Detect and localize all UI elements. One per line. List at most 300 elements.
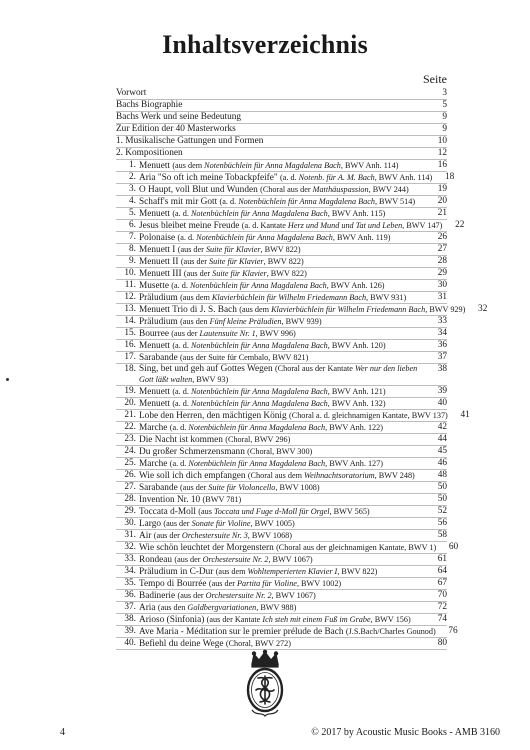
toc-entry-number: 37.: [124, 602, 136, 612]
toc-entry: [116, 410, 470, 422]
toc-entry-title: [139, 220, 442, 232]
toc-entry-title-part: , BWV Anh. 120): [327, 341, 386, 350]
toc-entry-number: 33.: [124, 554, 136, 564]
toc-entry-number: 35.: [124, 578, 136, 588]
toc-entry-title-part: , BWV Anh. 127): [325, 459, 383, 468]
toc-entry-title: [139, 386, 425, 398]
toc-entry: [116, 196, 447, 208]
toc-entry-title-part: Rondeau: [139, 555, 175, 565]
toc-entry-title-part: Orchestersuite Nr. 2: [202, 555, 269, 564]
toc-entry-title-part: , BWV 244): [368, 185, 409, 194]
toc-entry-number: 6.: [129, 220, 136, 230]
toc-entry-page: 27: [437, 244, 447, 254]
toc-entry-title-part: , BWV 1002): [296, 579, 342, 588]
toc-entry-title-part: Menuett II: [139, 257, 181, 267]
toc-entry-page: 76: [448, 626, 458, 636]
toc-entry: [116, 626, 458, 638]
toc-entry-title-part: (aus den: [180, 317, 210, 326]
toc-entry-page: 36: [437, 340, 447, 350]
toc-entry-page: 72: [437, 602, 447, 612]
toc-entry-title: [139, 638, 425, 650]
toc-entry-title-part: (Choral aus der gleichnamigen Kantate, BWV 1): [276, 543, 437, 552]
toc-entry-title-part: Ich steh mit einem Fuß im Grabe: [262, 615, 371, 624]
toc-entry-title: [116, 148, 425, 159]
toc-entry-title-part: (aus: [198, 507, 214, 516]
toc-entry: [116, 136, 447, 148]
toc-entry-page: 32: [478, 304, 488, 314]
toc-entry-title-part: Schaff's mit mir Gott: [139, 197, 220, 207]
toc-entry-title-part: Badinerie: [139, 591, 178, 601]
toc-entry: [116, 602, 447, 614]
toc-entry-page: 60: [448, 542, 459, 552]
toc-entry-page: 12: [437, 148, 447, 158]
toc-entry-title-part: , BWV Anh. 126): [326, 281, 385, 290]
toc-entry-title-part: , BWV Anh. 122): [325, 423, 383, 432]
toc-entry-title-part: (aus der: [174, 555, 203, 564]
toc-entry-page: 45: [437, 446, 447, 456]
toc-entry: [116, 590, 447, 602]
toc-entry-title-part: Notenbüchlein für Anna Magdalena Bach: [238, 197, 375, 206]
toc-entry-number: 8.: [129, 244, 136, 254]
toc-entry-title-part: Menuett: [139, 209, 173, 219]
toc-entry-title-part: Bourree: [139, 329, 172, 339]
toc-entry-title-part: (Choral aus der: [260, 185, 313, 194]
toc-entry: [116, 458, 447, 470]
toc-entry-title-part: (aus der Suite für Cembalo, BWV 821): [180, 353, 309, 362]
toc-entry: [116, 364, 447, 386]
toc-entry-title-part: Suite für Klavier: [209, 257, 264, 266]
toc-entry-title-part: Menuett Trio di J. S. Bach: [139, 305, 240, 315]
toc-entry-title-part: Bachs Biographie: [116, 100, 183, 110]
toc-entry-title-part: Sarabande: [139, 353, 181, 363]
toc-entry-title: [116, 100, 425, 111]
toc-entry-title-part: (J.S.Bach/Charles Gounod): [345, 627, 436, 636]
toc-entry-title-part: , BWV 565): [329, 507, 370, 516]
toc-entry-title: [139, 506, 425, 518]
toc-entry: [116, 268, 447, 280]
toc-entry-number: 15.: [124, 328, 136, 338]
toc-entry-title-part: (aus dem: [172, 161, 205, 170]
toc-entry-title-part: Zur Edition der 40 Masterworks: [116, 124, 236, 134]
toc-entry-title: [116, 88, 425, 99]
toc-entry-title-part: Präludium: [139, 317, 181, 327]
page-number: 4: [60, 727, 65, 738]
toc-entry-title-part: (a. d.: [172, 341, 191, 350]
toc-entry-title-part: , BWV 93): [192, 374, 229, 384]
toc-entry: [116, 352, 447, 364]
toc-entry-title-part: (aus der: [163, 519, 192, 528]
toc-entry-title-part: Invention Nr. 10: [139, 495, 203, 505]
toc-entry-title-part: , BWV 939): [281, 317, 322, 326]
toc-entry-number: 17.: [124, 352, 136, 362]
toc-entry-title-part: (a. d. Kantate: [241, 221, 288, 230]
toc-entry: [116, 578, 447, 590]
toc-entry-page: 33: [437, 316, 447, 326]
toc-entry: [116, 280, 447, 292]
toc-entry-title-part: (Choral, BWV 272): [225, 639, 291, 648]
toc-entry-title-part: (Choral aus der Kantate: [274, 364, 355, 373]
toc-entry-title-part: Marche: [139, 459, 170, 469]
toc-entry: [116, 304, 488, 316]
toc-entry-title-part: (a. d.: [280, 173, 299, 182]
toc-entry-title-part: Notenbüchlein für Anna Magdalena Bach: [190, 387, 328, 396]
toc-entry-page: 39: [437, 386, 447, 396]
toc-entry-title-part: (aus dem: [215, 567, 248, 576]
toc-entry-title-part: (a. d.: [219, 197, 239, 206]
toc-entry-number: 20.: [124, 398, 136, 408]
toc-entry-title: [139, 352, 425, 364]
toc-entry: [116, 398, 447, 410]
toc-entry-page: 38: [437, 364, 447, 374]
toc-entry-title-part: Wie soll ich dich empfangen: [139, 471, 248, 481]
toc-entry-title: [139, 304, 465, 316]
toc-entry-title-part: Toccata d-Moll: [139, 507, 199, 517]
toc-entry: [116, 316, 447, 328]
toc-entry-title: [139, 482, 425, 494]
toc-entry-title-part: Orchestersuite Nr. 2: [205, 591, 272, 600]
toc-entry-page: 31: [437, 292, 447, 302]
toc-entry-number: 30.: [124, 518, 136, 528]
toc-entry-number: 2.: [129, 172, 136, 182]
toc-entry-title-part: Notenbüchlein für Anna Magdalena Bach: [190, 209, 328, 218]
toc-entry: [116, 446, 447, 458]
toc-entry-title-part: 1. Musikalische Gattungen und Formen: [116, 136, 264, 146]
toc-entry-title-part: Lobe den Herren, den mächtigen König: [139, 411, 289, 421]
toc-entry-page: 37: [437, 352, 447, 362]
toc-entry-title-part: Musette: [139, 281, 172, 291]
toc-entry-page: 80: [437, 638, 447, 648]
toc-entry-page: 56: [437, 518, 447, 528]
toc-entry-title-part: , BWV Anh. 119): [332, 233, 391, 242]
toc-entry: [116, 542, 459, 554]
toc-entry-title-part: Partita für Violine: [237, 579, 297, 588]
toc-entry-title: [116, 124, 425, 135]
toc-entry-title: [139, 578, 425, 590]
toc-entry-page: 5: [442, 100, 447, 110]
toc-entry-title-part: (a. d.: [172, 209, 191, 218]
toc-entry-title-part: , BWV 514): [374, 197, 416, 206]
toc-entry-page: 58: [437, 530, 447, 540]
toc-entry-page: 3: [442, 88, 447, 98]
toc-entry-title-part: Toccata und Fuge d-Moll für Orgel: [213, 507, 330, 516]
page-column-label: Seite: [423, 72, 447, 86]
toc-entry-title-part: 2. Kompositionen: [116, 148, 183, 158]
toc-entry: [116, 148, 447, 160]
toc-entry-page: 20: [437, 196, 447, 206]
toc-entry: [116, 256, 447, 268]
toc-entry-title-part: (Choral, BWV 300): [247, 447, 313, 456]
toc-entry-title-part: Orchestersuite Nr. 3: [181, 531, 248, 540]
toc-entry-title-part: Die Nacht ist kommen: [139, 435, 226, 445]
toc-entry-page: 44: [437, 434, 447, 444]
toc-entry-number: 23.: [124, 434, 136, 444]
toc-entry-page: 50: [437, 494, 447, 504]
toc-entry: [116, 100, 447, 112]
toc-entry-title-part: (a. d.: [171, 281, 190, 290]
toc-entry-title: [139, 160, 425, 172]
toc-entry-page: 42: [437, 422, 447, 432]
toc-entry-number: 7.: [129, 232, 136, 242]
toc-entry-page: 52: [437, 506, 447, 516]
toc-entry-number: 25.: [124, 458, 136, 468]
toc-entry-page: 19: [437, 184, 447, 194]
toc-entry-title: [139, 364, 425, 385]
toc-entry-title: [139, 232, 425, 244]
toc-entry-title-part: Polonaise: [139, 233, 178, 243]
toc-entry-title-part: , BWV 156): [370, 615, 411, 624]
toc-entry: [116, 422, 447, 434]
toc-entry-number: 18.: [124, 364, 136, 374]
toc-entry-title: [139, 268, 425, 280]
toc-entry-number: 27.: [124, 482, 136, 492]
margin-mark: [6, 378, 9, 381]
copyright-notice: © 2017 by Acoustic Music Books - AMB 3160: [311, 727, 500, 738]
toc-entry-title-part: Notenbüchlein für Anna Magdalena Bach: [190, 399, 328, 408]
toc-entry-title-part: , BWV 931): [366, 293, 407, 302]
toc-entry-number: 14.: [124, 316, 136, 326]
toc-entry-title: [139, 328, 425, 340]
toc-entry-title-part: (aus der: [177, 591, 206, 600]
toc-entry-title: [116, 136, 425, 147]
toc-entry-title-part: Sarabande: [139, 483, 181, 493]
toc-entry-number: 11.: [124, 280, 136, 290]
toc-entry-title-part: (aus dem: [239, 305, 272, 314]
toc-entry-page: 29: [437, 268, 447, 278]
toc-entry: [116, 292, 447, 304]
toc-entry-title-part: (aus der: [177, 245, 206, 254]
toc-entry-page: 10: [437, 136, 447, 146]
toc-entry-title-part: (aus den: [157, 603, 188, 612]
toc-entry-title: [139, 256, 425, 268]
toc-entry-page: 21: [437, 208, 447, 218]
toc-entry: [116, 614, 447, 626]
toc-entry-title-part: (a. d.: [177, 233, 197, 242]
toc-entry-title: [139, 184, 425, 196]
toc-entry-title-part: Menuett: [139, 387, 173, 397]
toc-entry-title-part: Notenbüchlein für Anna Magdalena Bach: [188, 459, 326, 468]
toc-entry-number: 29.: [124, 506, 136, 516]
toc-entry-title-part: , BWV 1008): [275, 483, 320, 492]
toc-entry-number: 36.: [124, 590, 136, 600]
toc-entry-title-part: Befiehl du deine Wege: [139, 639, 226, 649]
toc-entry-title-part: Präludium: [139, 293, 181, 303]
toc-entry: [116, 340, 447, 352]
toc-entry-title: [139, 280, 425, 292]
toc-entry-page: 64: [437, 566, 447, 576]
toc-entry-page: 50: [437, 482, 447, 492]
toc-entry: [116, 482, 447, 494]
toc-entry-page: 40: [437, 398, 447, 408]
toc-entry-title-part: Menuett: [139, 399, 173, 409]
toc-entry-number: 12.: [124, 292, 136, 302]
toc-entry-page: 67: [437, 578, 447, 588]
toc-entry-title-part: Suite für Klavier: [212, 269, 267, 278]
toc-entry-number: 38.: [124, 614, 136, 624]
toc-entry: [116, 328, 447, 340]
toc-entry: [116, 244, 447, 256]
toc-entry-title: [139, 566, 425, 578]
toc-entry-title-part: , BWV 822): [263, 257, 304, 266]
toc-entry-page: 74: [437, 614, 447, 624]
toc-entry: [116, 638, 447, 650]
toc-entry-title-part: Suite für Klavier: [205, 245, 261, 254]
toc-entry-page: 26: [437, 232, 447, 242]
toc-entry-title: [139, 458, 425, 470]
toc-entry: [116, 232, 447, 244]
toc-entry-title-part: , BWV 147): [402, 221, 443, 230]
toc-entry-title: [139, 244, 425, 256]
toc-entry-page: 28: [437, 256, 447, 266]
toc-entry-title: [139, 626, 436, 638]
toc-entry-title-part: Lautensuite Nr. 1: [199, 329, 256, 338]
toc-entry-page: 9: [442, 112, 447, 122]
toc-entry-title-part: , BWV Anh. 121): [327, 387, 386, 396]
toc-entry: [116, 434, 447, 446]
toc-entry-number: 31.: [124, 530, 136, 540]
toc-entry-number: 16.: [124, 340, 136, 350]
toc-entry-number: 26.: [124, 470, 136, 480]
toc-entry: [116, 160, 447, 172]
toc-entry: [116, 554, 447, 566]
toc-entry-title-part: Wie schön leuchtet der Morgenstern: [139, 543, 277, 553]
toc-entry-title: [139, 434, 425, 446]
toc-entry-title: [139, 340, 425, 352]
toc-entry-title-part: (BWV 781): [202, 495, 242, 504]
toc-entry-title-part: (Choral, BWV 296): [225, 435, 291, 444]
toc-entry-title-part: , BWV 996): [255, 329, 296, 338]
toc-entry: [116, 470, 447, 482]
toc-entry-title-part: Notenbüchlein für Anna Magdalena Bach: [190, 341, 328, 350]
toc-entry-title: [139, 602, 425, 614]
toc-entry-title-part: Klavierbüchlein für Wilhelm Friedemann Bach: [211, 293, 367, 302]
toc-entry-title-part: Bachs Werk und seine Bedeutung: [116, 112, 242, 122]
toc-entry-title: [139, 208, 425, 220]
toc-entry-title-part: Du großer Schmerzensmann: [139, 447, 248, 457]
toc-entry: [116, 184, 447, 196]
toc-entry: [116, 518, 447, 530]
toc-entry-number: 40.: [124, 638, 136, 648]
toc-entry-title: [139, 316, 425, 328]
table-of-contents: [116, 88, 488, 650]
toc-entry-number: 19.: [124, 386, 136, 396]
toc-entry-number: 21.: [124, 410, 136, 420]
toc-entry-number: 24.: [124, 446, 136, 456]
toc-entry-title-part: , BWV 1068): [247, 531, 292, 540]
toc-entry-title-part: Largo: [139, 519, 164, 529]
toc-entry-title-part: , BWV 822): [266, 269, 307, 278]
toc-entry-title-part: (a. d.: [172, 387, 191, 396]
toc-entry-title-part: , BWV 1005): [250, 519, 295, 528]
toc-entry-title-part: (aus der: [180, 257, 210, 266]
toc-entry-title: [139, 590, 425, 602]
toc-entry-number: 39.: [124, 626, 136, 636]
toc-entry-number: 13.: [124, 304, 136, 314]
toc-entry-title-part: Menuett I: [139, 245, 178, 255]
toc-entry-page: 41: [460, 410, 470, 420]
toc-entry: [116, 220, 465, 232]
toc-entry-title-part: Menuett: [139, 341, 173, 351]
toc-entry-title-part: Notenbüchlein für Anna Magdalena Bach: [204, 161, 341, 170]
toc-entry-title-part: Präludium in C-Dur: [139, 567, 216, 577]
toc-entry-number: 28.: [124, 494, 136, 504]
toc-entry-title-part: Klavierbüchlein für Wilhelm Friedemann Bach: [271, 305, 426, 314]
toc-entry-title: [139, 494, 425, 506]
toc-entry-number: 1.: [129, 160, 136, 170]
toc-entry-title-part: , BWV 929): [425, 305, 466, 314]
toc-entry-title-part: Weihnachtsoratorium: [304, 471, 375, 480]
toc-entry: [116, 112, 447, 124]
toc-entry-title-part: Matthäuspassion: [312, 185, 369, 194]
toc-entry-title-part: Notenb. für A. M. Bach: [298, 173, 375, 182]
toc-entry-title-part: (aus dem: [180, 293, 212, 302]
toc-entry: [116, 208, 447, 220]
toc-entry-title-part: (Choral a. d. gleichnamigen Kantate, BWV 137): [289, 411, 448, 420]
toc-entry-title-part: Wer nur den lieben Gott läßt walten: [139, 364, 418, 384]
toc-entry-title-part: (aus der: [171, 329, 200, 338]
toc-entry-title-part: (aus der: [153, 531, 182, 540]
toc-entry-title-part: (aus der: [183, 269, 213, 278]
toc-entry: [116, 530, 447, 542]
toc-entry-title: [116, 112, 425, 123]
toc-entry-title: [139, 292, 425, 304]
toc-entry-title-part: , BWV 988): [256, 603, 297, 612]
toc-entry-title-part: Marche: [139, 423, 170, 433]
toc-entry-title-part: , BWV 822): [337, 567, 378, 576]
toc-entry-title-part: Goldbergvariationen: [187, 603, 257, 612]
toc-entry-title-part: Fünf kleine Präludien: [209, 317, 282, 326]
toc-entry: [116, 506, 447, 518]
toc-entry: [116, 88, 447, 100]
toc-entry-title: [139, 196, 425, 208]
toc-entry-title: [139, 554, 425, 566]
toc-entry-number: 9.: [129, 256, 136, 266]
toc-entry-title-part: , BWV Anh. 115): [327, 209, 386, 218]
toc-entry-title-part: (a. d.: [172, 399, 191, 408]
toc-entry-title-part: (aus der: [208, 579, 238, 588]
toc-entry-title-part: (aus der Kantate: [206, 615, 263, 624]
toc-entry-title-part: Suite für Violoncello: [208, 483, 276, 492]
toc-entry-page: 22: [455, 220, 465, 230]
toc-entry: [116, 566, 447, 578]
toc-entry-title-part: Notenbüchlein für Anna Magdalena Bach: [188, 423, 326, 432]
toc-entry-title-part: Notenbüchlein für Anna Magdalena Bach: [189, 281, 327, 290]
toc-entry: [116, 386, 447, 398]
toc-entry-title: [139, 172, 432, 184]
toc-entry-number: 32.: [124, 542, 136, 552]
toc-entry: [116, 494, 447, 506]
toc-entry-title: [139, 542, 436, 554]
toc-entry-title-part: , BWV 1067): [268, 555, 313, 564]
toc-entry-page: 46: [437, 458, 447, 468]
toc-entry-title-part: Sonate für Violine: [191, 519, 251, 528]
toc-entry-title: [139, 422, 425, 434]
page-title: Inhaltsverzeichnis: [162, 30, 368, 59]
toc-entry-page: 70: [437, 590, 447, 600]
toc-entry-title-part: Air: [139, 531, 154, 541]
toc-entry: [116, 172, 455, 184]
toc-entry-title-part: (Choral aus dem: [247, 471, 305, 480]
toc-entry-number: 4.: [129, 196, 136, 206]
toc-entry-title-part: , BWV Anh. 114): [374, 173, 433, 182]
toc-entry-title: [139, 470, 425, 482]
toc-entry-title-part: (aus der: [180, 483, 209, 492]
toc-entry-title-part: Herz und Mund und Tat und Leben: [287, 221, 403, 230]
toc-entry-number: 10.: [124, 268, 136, 278]
toc-entry-page: 34: [437, 328, 447, 338]
toc-entry-title-part: , BWV Anh. 132): [327, 399, 386, 408]
toc-entry-title-part: Menuett: [139, 161, 173, 171]
toc-entry-title-part: Menuett III: [139, 269, 184, 279]
